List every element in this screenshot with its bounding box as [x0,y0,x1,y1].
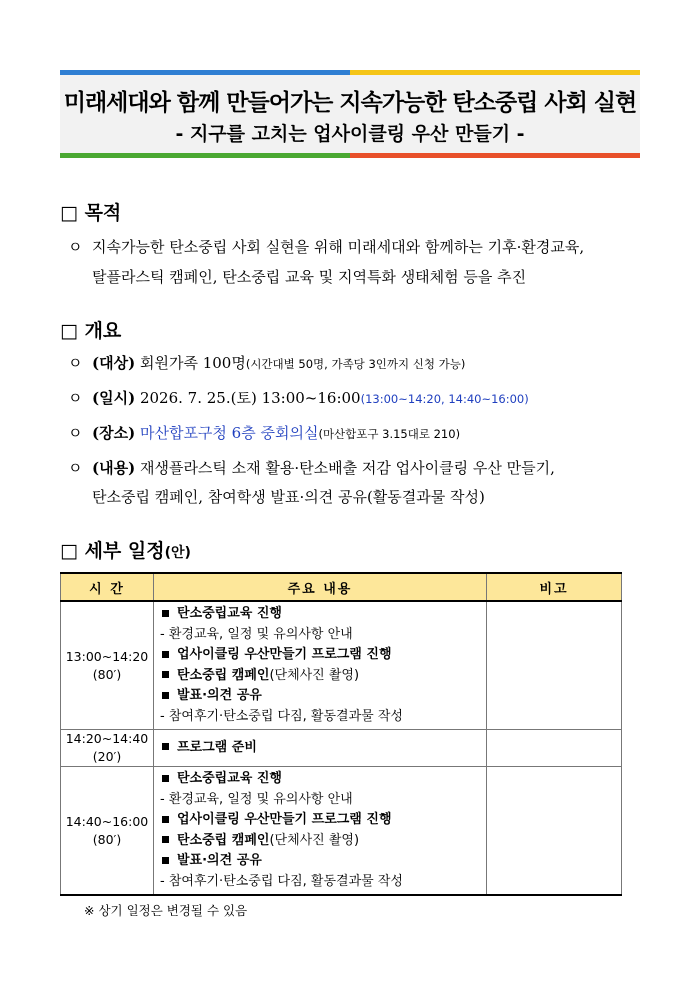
note-cell [487,767,622,896]
bullet-circle: ㅇ [68,238,83,256]
table-row [61,767,622,896]
content-cell: 탄소중립교육 진행 - 환경교육, 일정 및 유의사항 안내 업사이클링 우산만들기 프로그램 진행 탄소중립 캠페인(단체사진 촬영) 발표·의견 공유 - 참여후기·탄소중립 다짐, 활동결과물 작성 [154,767,487,896]
title-bottom-bar [60,153,640,158]
overview-content: ㅇ (내용) 재생플라스틱 소재 활용·탄소배출 저감 업사이클링 우산 만들기, [68,459,555,477]
page-subtitle: - 지구를 고치는 업사이클링 우산 만들기 - [175,123,525,145]
time-cell: 13:00~14:20 (80′) [61,601,154,730]
purpose-line-2: 탈플라스틱 캠페인, 탄소중립 교육 및 지역특화 생태체험 등을 추진 [92,268,527,286]
content-cell: 프로그램 준비 [154,730,487,767]
content-cell: 탄소중립교육 진행 - 환경교육, 일정 및 유의사항 안내 업사이클링 우산만들기 프로그램 진행 탄소중립 캠페인(단체사진 촬영) 발표·의견 공유 - 참여후기·탄소중립 다짐, 활동결과물 작성 [154,601,487,730]
time-cell: 14:40~16:00 (80′) [61,767,154,896]
overview-place: ㅇ (장소) 마산합포구청 6층 중회의실(마산합포구 3.15대로 210) [68,424,461,442]
purpose-line-1: ㅇ 지속가능한 탄소중립 사회 실현을 위해 미래세대와 함께하는 기후·환경교육, [68,238,585,256]
page-title: 미래세대와 함께 만들어가는 지속가능한 탄소중립 사회 실현 [63,90,637,116]
note-cell [487,730,622,767]
time-cell: 14:20~14:40 (20′) [61,730,154,767]
title-top-bar [60,70,640,75]
note-cell [487,601,622,730]
title-banner [60,70,640,158]
overview-date: ㅇ (일시) 2026. 7. 25.(토) 13:00~16:00(13:00~14:20, 14:40~16:00) [68,389,529,407]
overview-heading: □ 개요 [60,320,122,342]
table-row [61,601,622,730]
purpose-heading: □ 목적 [60,202,122,224]
col-time: 시 간 [61,573,154,601]
overview-content-line-2: 탄소중립 캠페인, 참여학생 발표·의견 공유(활동결과물 작성) [92,488,485,506]
col-content: 주요 내용 [154,573,487,601]
col-note: 비고 [487,573,622,601]
schedule-table [60,572,622,896]
overview-target: ㅇ (대상) 회원가족 100명(시간대별 50명, 가족당 3인까지 신청 가능) [68,354,466,372]
footnote: ※ 상기 일정은 변경될 수 있음 [84,903,248,918]
table-row [61,730,622,767]
schedule-heading: □ 세부 일정(안) [60,540,191,562]
table-header-row [61,573,622,601]
